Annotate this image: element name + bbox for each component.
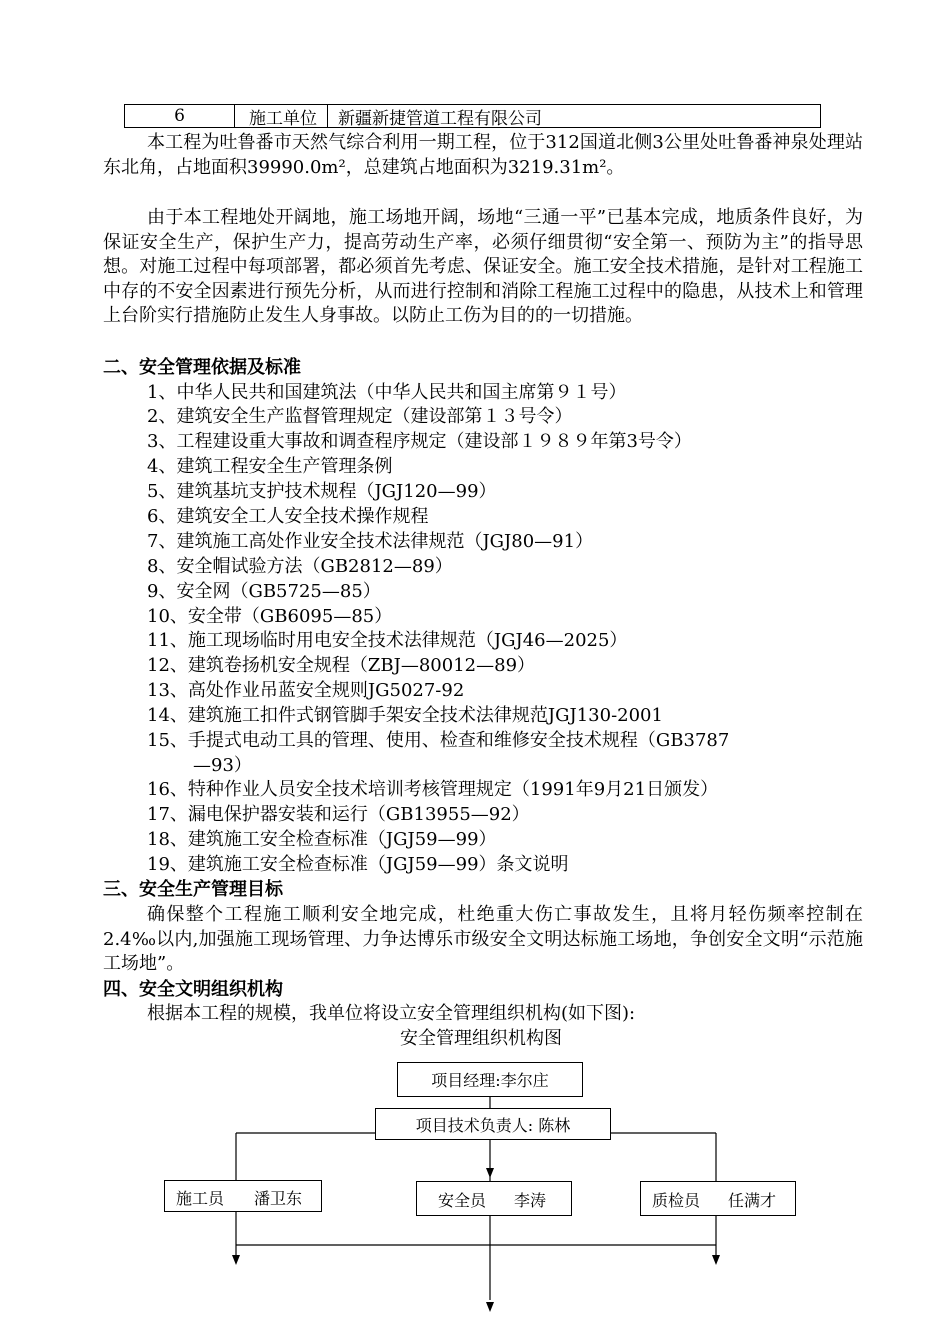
list-item: 7、建筑施工高处作业安全技术法律规范（JGJ80—91）: [147, 531, 594, 552]
org-role-construction: 施工员: [176, 1189, 225, 1208]
intro-paragraph-1: 本工程为吐鲁番市天然气综合利用一期工程，位于312国道北侧3公里处吐鲁番神泉处理站东北角，占地面积39990.0m²，总建筑占地面积为3219.31m²。: [103, 132, 863, 178]
list-item: 9、安全网（GB5725—85）: [147, 581, 381, 602]
list-item: 15、手提式电动工具的管理、使用、检查和维修安全技术规程（GB3787: [147, 730, 730, 751]
list-item: 3、工程建设重大事故和调查程序规定（建设部１９８９年第3号令）: [147, 431, 692, 452]
list-item: 11、施工现场临时用电安全技术法律规范（JGJ46—2025）: [147, 630, 628, 651]
list-item: 17、漏电保护器安装和运行（GB13955—92）: [147, 804, 530, 825]
org-role-quality: 质检员: [652, 1191, 701, 1210]
list-item: 10、安全带（GB6095—85）: [147, 606, 393, 627]
list-item: 6、建筑安全工人安全技术操作规程: [147, 506, 429, 527]
list-item: 4、建筑工程安全生产管理条例: [147, 456, 393, 477]
org-name-safety: 李涛: [514, 1191, 547, 1210]
list-item: 8、安全帽试验方法（GB2812—89）: [147, 556, 453, 577]
org-box-project-manager: 项目经理:李尔庄: [397, 1062, 583, 1097]
section-3-paragraph: 确保整个工程施工顺利安全地完成，杜绝重大伤亡事故发生，且将月轻伤频率控制在2.4‰以内,加强施工现场管理、力争达博乐市级安全文明达标施工场地，争创安全文明“示范施工场地”。: [103, 904, 863, 975]
list-item: 18、建筑施工安全检查标准（JGJ59—99）: [147, 829, 497, 850]
section-3-heading: 三、安全生产管理目标: [103, 879, 283, 900]
table-cell-value: 新疆新捷管道工程有限公司: [338, 108, 542, 129]
org-chart-title: 安全管理组织机构图: [400, 1028, 562, 1049]
org-name-quality: 任满才: [728, 1191, 777, 1210]
org-name-construction: 潘卫东: [254, 1189, 303, 1208]
table-cell-label: 施工单位: [235, 105, 328, 127]
list-item-continuation: —93）: [193, 755, 252, 776]
org-role-safety: 安全员: [438, 1191, 487, 1210]
section-2-heading: 二、安全管理依据及标准: [103, 357, 301, 378]
section-4-paragraph: 根据本工程的规模，我单位将设立安全管理组织机构(如下图):: [147, 1003, 636, 1024]
section-4-heading: 四、安全文明组织机构: [103, 979, 283, 1000]
intro-paragraph-2: 由于本工程地处开阔地，施工场地开阔，场地“三通一平”已基本完成，地质条件良好，为保证安全生产，保护生产力，提高劳动生产率，必须仔细贯彻“安全第一、预防为主”的指导思想。对施工过程中每项部署，都必须首先考虑、保证安全。施工安全技术措施，是针对工程施工中存的不安全因素进行预先分析，从而进行控制和消除工程施工过程中的隐患，从技术上和管理上台阶实行措施防止发生人身事故。以防止工伤为目的的一切措施。: [103, 207, 863, 327]
list-item: 1、中华人民共和国建筑法（中华人民共和国主席第９１号）: [147, 382, 627, 403]
list-item: 5、建筑基坑支护技术规程（JGJ120—99）: [147, 481, 497, 502]
list-item: 13、高处作业吊蓝安全规则JG5027-92: [147, 680, 465, 701]
list-item: 14、建筑施工扣件式钢管脚手架安全技术法律规范JGJ130-2001: [147, 705, 663, 726]
list-item: 16、特种作业人员安全技术培训考核管理规定（1991年9月21日颁发）: [147, 779, 719, 800]
list-item: 19、建筑施工安全检查标准（JGJ59—99）条文说明: [147, 854, 569, 875]
list-item: 2、建筑安全生产监督管理规定（建设部第１３号令）: [147, 406, 573, 427]
org-box-technical-lead: 项目技术负责人: 陈林: [375, 1108, 611, 1140]
list-item: 12、建筑卷扬机安全规程（ZBJ—80012—89）: [147, 655, 536, 676]
table-cell-no: 6: [125, 105, 235, 127]
